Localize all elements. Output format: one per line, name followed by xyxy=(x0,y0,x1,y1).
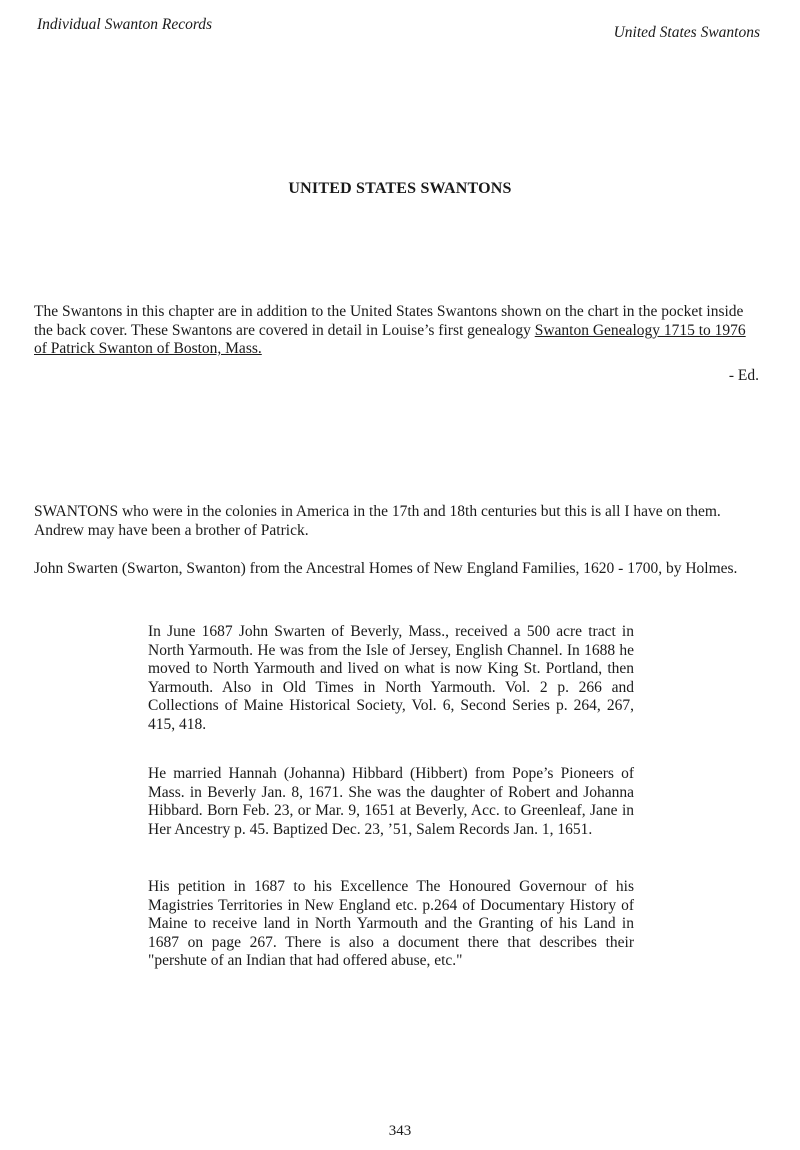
running-header-left: Individual Swanton Records xyxy=(37,16,213,33)
genealogy-book-title: Swanton Genealogy 1715 to 1976 of Patrick Swanton of Boston, Mass. xyxy=(34,321,746,357)
indented-block-petition: His petition in 1687 to his Excellence The Honoured Governour of his Magistries Territories in New England etc. p.264 of Documentary History of Maine to receive land in North Yarmouth and the Granting of his Land in 1687 on page 267. There is also a document there that describes their "pershute of an Indian that had offered abuse, etc." xyxy=(148,878,634,969)
indented-block-marriage: He married Hannah (Johanna) Hibbard (Hibbert) from Pope’s Pioneers of Mass. in Beverly Jan. 8, 1671. She was the daughter of Robert and Johanna Hibbard. Born Feb. 23, or Mar. 9, 1651 at Beverly, Acc. to Greenleaf, Jane in Her Ancestry p. 45. Baptized Dec. 23, ’51, Salem Records Jan. 1, 1651. xyxy=(148,765,634,838)
colonial-swantons-paragraph: SWANTONS who were in the colonies in America in the 17th and 18th centuries but this is all I have on them. Andrew may have been a brother of Patrick. xyxy=(34,503,721,539)
running-header-right: United States Swantons xyxy=(613,24,760,41)
intro-paragraph xyxy=(34,303,762,359)
page-number: 343 xyxy=(388,1123,412,1139)
indented-block-land-grant: In June 1687 John Swarten of Beverly, Mass., received a 500 acre tract in North Yarmouth. He was from the Isle of Jersey, English Channel. In 1688 he moved to North Yarmouth and lived on what is now King St. Portland, then Yarmouth. Also in Old Times in North Yarmouth. Vol. 2 p. 266 and Collections of Maine Historical Society, Vol. 6, Second Series p. 264, 267, 415, 418. xyxy=(148,623,634,733)
chapter-title: UNITED STATES SWANTONS xyxy=(288,180,512,197)
editor-signature: - Ed. xyxy=(728,367,759,384)
intro-text: The Swantons in this chapter are in addition to the United States Swantons shown on the chart in the pocket inside the back cover. These Swantons are covered in detail in Louise’s first genealogy xyxy=(34,303,744,339)
john-swarten-source-paragraph: John Swarten (Swarton, Swanton) from the Ancestral Homes of New England Families, 1620 - 1700, by Holmes. xyxy=(34,560,738,577)
